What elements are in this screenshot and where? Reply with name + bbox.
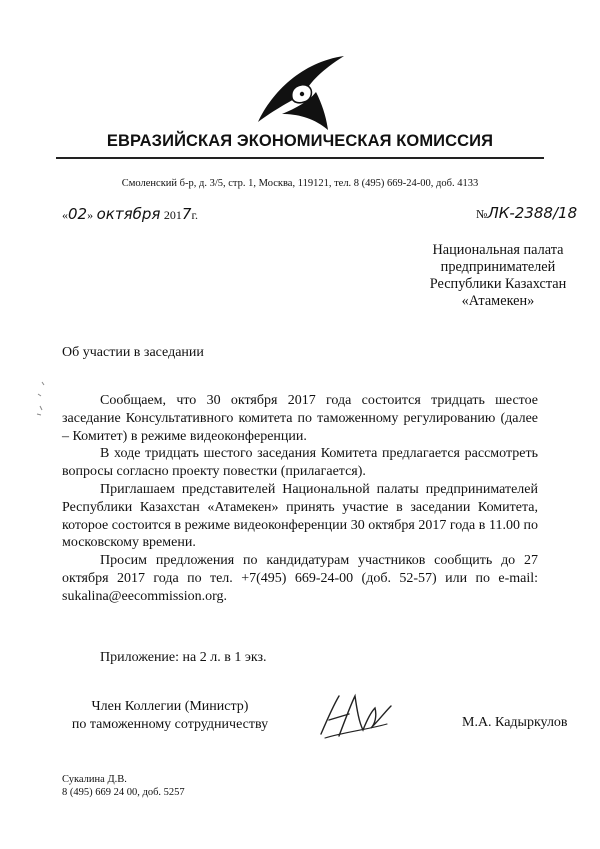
date-open-quote: « bbox=[62, 208, 68, 222]
date-year-suffix: 7 bbox=[181, 205, 192, 223]
recipient-line-1: Национальная палата bbox=[432, 242, 564, 258]
date-year-abbr: г. bbox=[191, 208, 199, 222]
executor-name: Сукалина Д.В. bbox=[62, 774, 127, 785]
handwritten-signature-icon bbox=[315, 690, 395, 742]
organization-name: ЕВРАЗИЙСКАЯ ЭКОНОМИЧЕСКАЯ КОМИССИЯ bbox=[106, 132, 494, 150]
number-label: № bbox=[476, 207, 488, 221]
recipient-line-2: предпринимателей bbox=[440, 259, 556, 275]
organization-address: Смоленский б-р, д. 3/5, стр. 1, Москва, 119121, тел. 8 (495) 669-24-00, доб. 4133 bbox=[121, 178, 479, 189]
body-paragraph-3: Приглашаем представителей Национальной палаты предпринимателей Республики Казахстан «Атамекен» принять участие в заседании Комитета, которое состоится в режиме видеоконференции 30 октября 2017 года в 11.00 по московскому времени. bbox=[62, 481, 538, 551]
executor-phone: 8 (495) 669 24 00, доб. 5257 bbox=[62, 787, 185, 798]
signer-title bbox=[60, 698, 280, 733]
letter-body bbox=[62, 392, 538, 606]
number-value: ЛК-2388/18 bbox=[487, 204, 578, 222]
recipient-block bbox=[398, 242, 598, 310]
letter-subject: Об участии в заседании bbox=[62, 345, 204, 360]
date-day: 02 bbox=[68, 205, 88, 223]
recipient-line-3: Республики Казахстан bbox=[429, 276, 567, 292]
body-paragraph-4: Просим предложения по кандидатурам участников сообщить до 27 октября 2017 года по тел. +7(495) 669-24-00 (доб. 52-57) или по e-mail: sukalina@eecommission.org. bbox=[62, 553, 538, 604]
registration-number bbox=[476, 204, 577, 223]
signer-title-line-2: по таможенному сотрудничеству bbox=[71, 716, 269, 732]
executor-info bbox=[62, 773, 185, 799]
attachment-note: Приложение: на 2 л. в 1 экз. bbox=[100, 650, 267, 665]
letter-date bbox=[62, 205, 198, 224]
body-paragraph-2: В ходе тридцать шестого заседания Комитета предлагается рассмотреть вопросы согласно проекту повестки (прилагается). bbox=[62, 446, 538, 480]
body-paragraph-1: Сообщаем, что 30 октября 2017 года состоится тридцать шестое заседание Консультативного комитета по таможенному регулированию (далее – Комитет) в режиме видеоконференции. bbox=[62, 393, 538, 444]
scan-artifact-icon bbox=[34, 380, 50, 420]
header-divider bbox=[56, 157, 544, 159]
recipient-line-4: «Атамекен» bbox=[461, 293, 535, 309]
date-year-prefix: 201 bbox=[163, 208, 182, 222]
signer-title-line-1: Член Коллегии (Министр) bbox=[91, 699, 249, 714]
date-close-quote: » bbox=[87, 208, 94, 222]
eec-emblem-icon bbox=[252, 52, 348, 132]
signer-name: М.А. Кадыркулов bbox=[462, 715, 568, 730]
date-month: октября bbox=[96, 205, 161, 223]
